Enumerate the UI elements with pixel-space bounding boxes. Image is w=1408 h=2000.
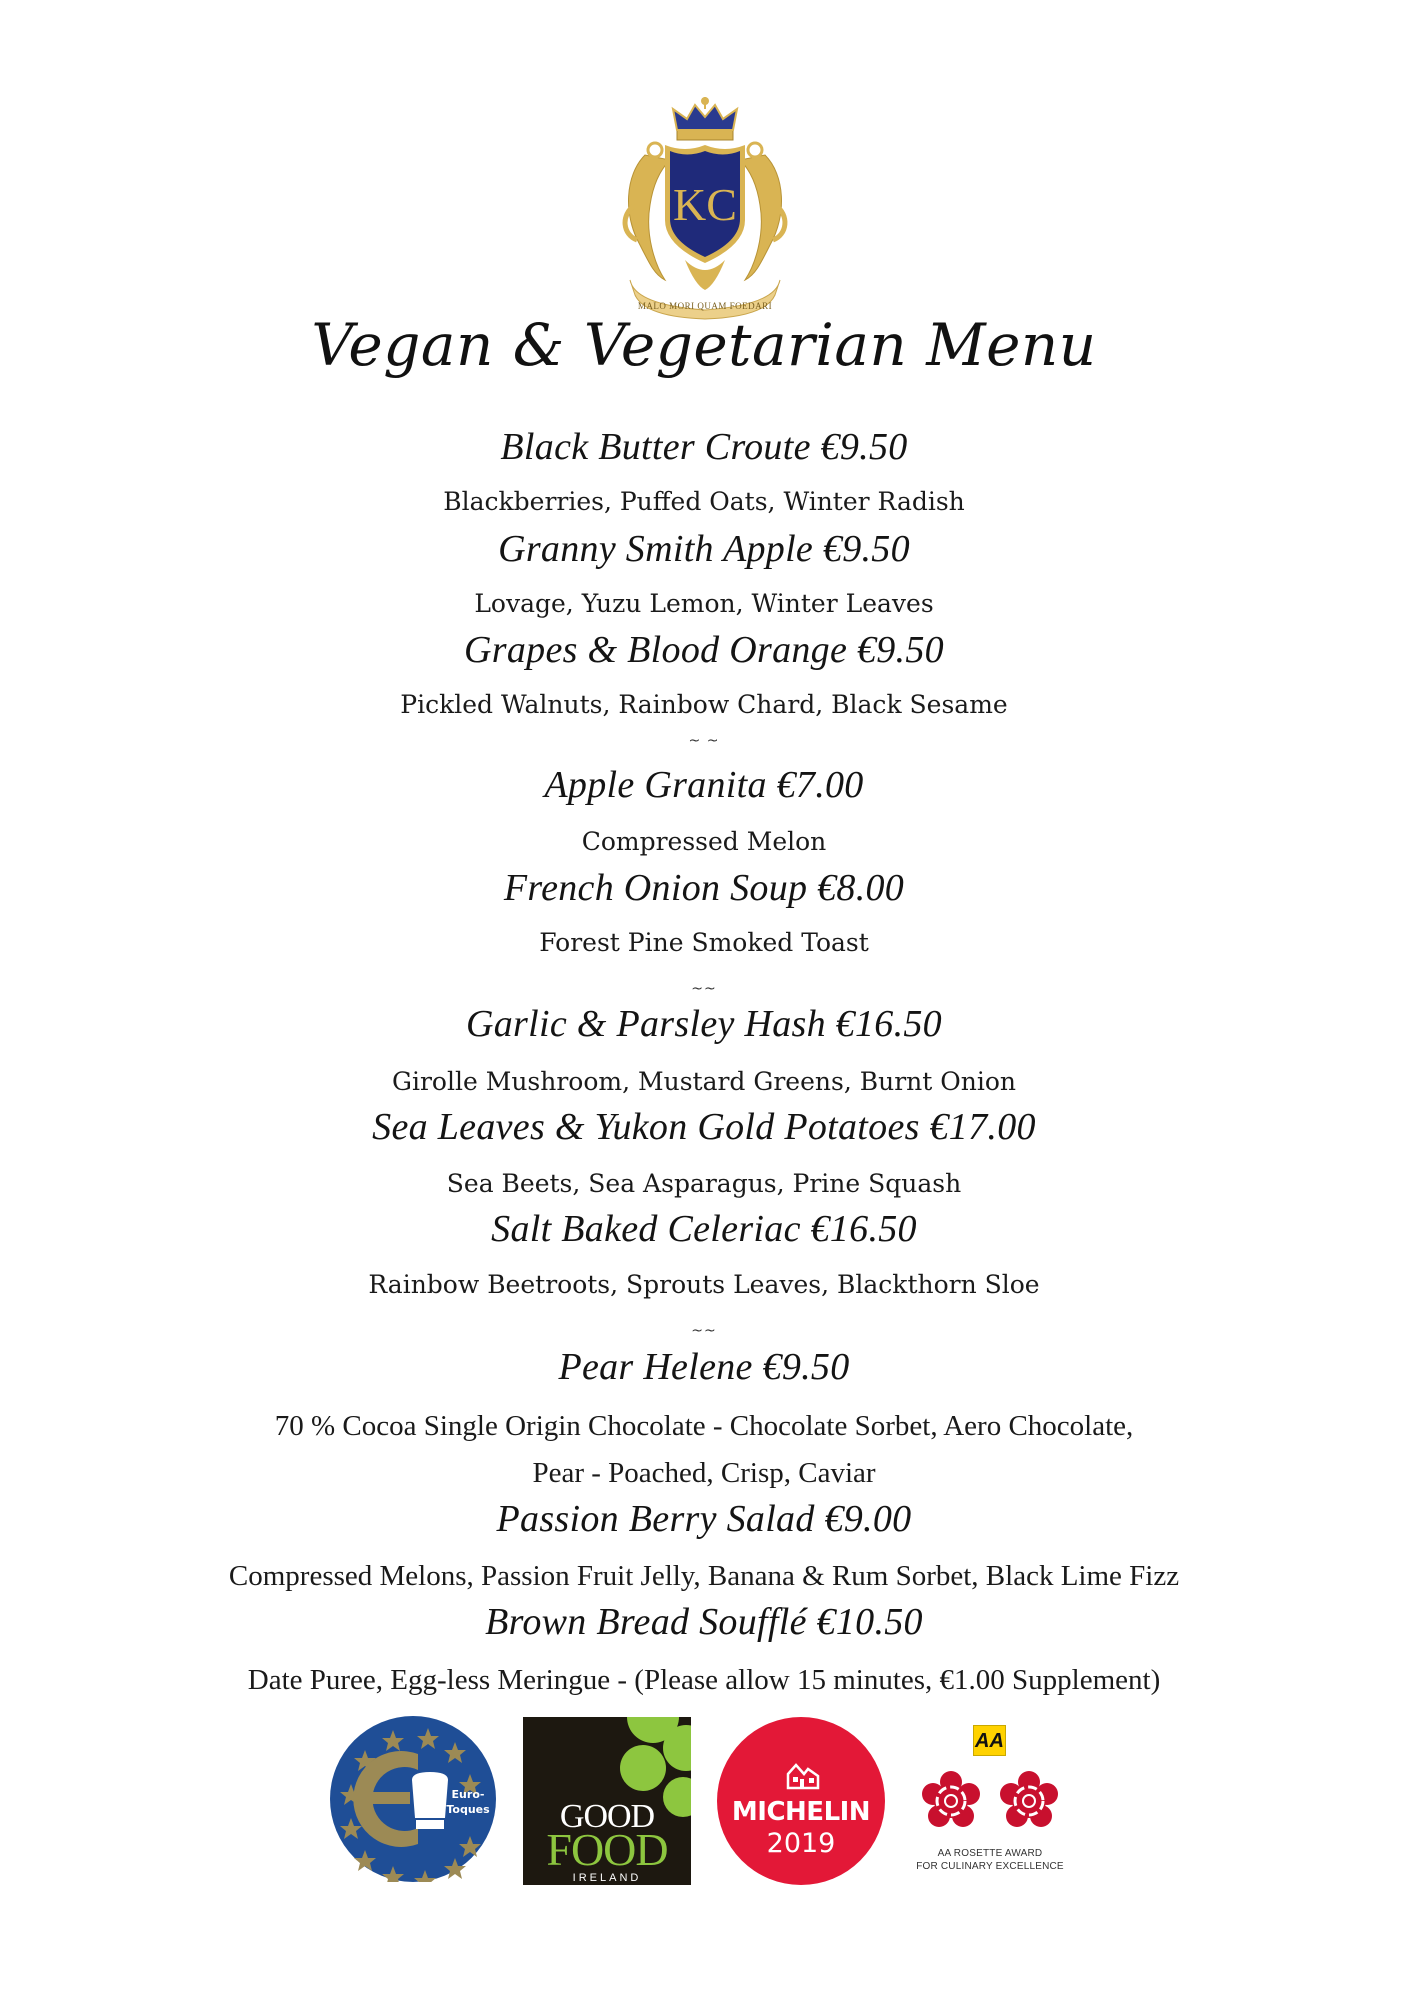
good-food-line2: FOOD [546,1824,668,1875]
rosette-icon [920,1770,982,1832]
svg-text:KC: KC [673,179,737,230]
svg-text:Euro-: Euro- [451,1788,485,1801]
good-food-ireland-badge [523,1717,691,1885]
dish-description: Lovage, Yuzu Lemon, Winter Leaves [474,589,934,618]
dish-description: Girolle Mushroom, Mustard Greens, Burnt Onion [392,1067,1016,1096]
rosette-icon [998,1770,1060,1832]
dish-heading: Apple Granita €7.00 [544,764,864,806]
dish-description: Pear - Poached, Crisp, Caviar [532,1457,876,1489]
dish-heading: Sea Leaves & Yukon Gold Potatoes €17.00 [372,1106,1036,1148]
dish-heading: Granny Smith Apple €9.50 [498,528,910,570]
dish-description: Pickled Walnuts, Rainbow Chard, Black Sesame [400,690,1008,719]
menu-title: Vegan & Vegetarian Menu [311,311,1097,379]
svg-text:MALO MORI QUAM FOEDARI: MALO MORI QUAM FOEDARI [637,301,773,311]
dish-heading: Grapes & Blood Orange €9.50 [464,629,944,671]
dish-description: Compressed Melon [581,827,827,856]
dish-heading: French Onion Soup €8.00 [503,867,905,909]
dish-heading: Passion Berry Salad €9.00 [496,1498,912,1540]
michelin-house-icon [786,1762,820,1790]
dish-heading: Salt Baked Celeriac €16.50 [491,1208,917,1250]
dish-heading: Garlic & Parsley Hash €16.50 [466,1003,942,1045]
section-divider: ~~ [691,981,717,997]
dish-heading: Brown Bread Soufflé €10.50 [485,1601,923,1643]
section-divider: ~~ [691,1323,717,1339]
michelin-badge [717,1717,885,1885]
aa-caption-line1: AA ROSETTE AWARD [937,1848,1043,1859]
michelin-year: 2019 [766,1828,836,1859]
svg-text:Toques: Toques [446,1803,490,1816]
euro-toques-badge [330,1716,496,1882]
green-dot-icon [620,1745,666,1791]
dish-heading: Pear Helene €9.50 [558,1346,850,1388]
kc-crest-logo [615,95,795,320]
crest-icon [615,95,795,320]
aa-rosette-badge [910,1720,1070,1885]
aa-logo: AA [973,1725,1006,1756]
dish-description: Sea Beets, Sea Asparagus, Prine Squash [446,1169,962,1198]
good-food-line3: IRELAND [572,1872,642,1884]
michelin-label: MICHELIN [731,1797,871,1827]
euro-toques-icon [330,1716,496,1882]
dish-description: Blackberries, Puffed Oats, Winter Radish [443,487,965,516]
aa-caption-line2: FOR CULINARY EXCELLENCE [916,1861,1064,1872]
dish-description: Forest Pine Smoked Toast [539,928,869,957]
dish-description: 70 % Cocoa Single Origin Chocolate - Chocolate Sorbet, Aero Chocolate, [274,1410,1134,1442]
dish-description: Date Puree, Egg-less Meringue - (Please allow 15 minutes, €1.00 Supplement) [247,1664,1161,1696]
good-food-line1: GOOD [559,1798,655,1835]
dish-heading: Black Butter Croute €9.50 [500,426,908,468]
dish-description: Compressed Melons, Passion Fruit Jelly, Banana & Rum Sorbet, Black Lime Fizz [228,1560,1180,1592]
section-divider: ~ ~ [688,733,720,749]
dish-description: Rainbow Beetroots, Sprouts Leaves, Blackthorn Sloe [368,1270,1040,1299]
